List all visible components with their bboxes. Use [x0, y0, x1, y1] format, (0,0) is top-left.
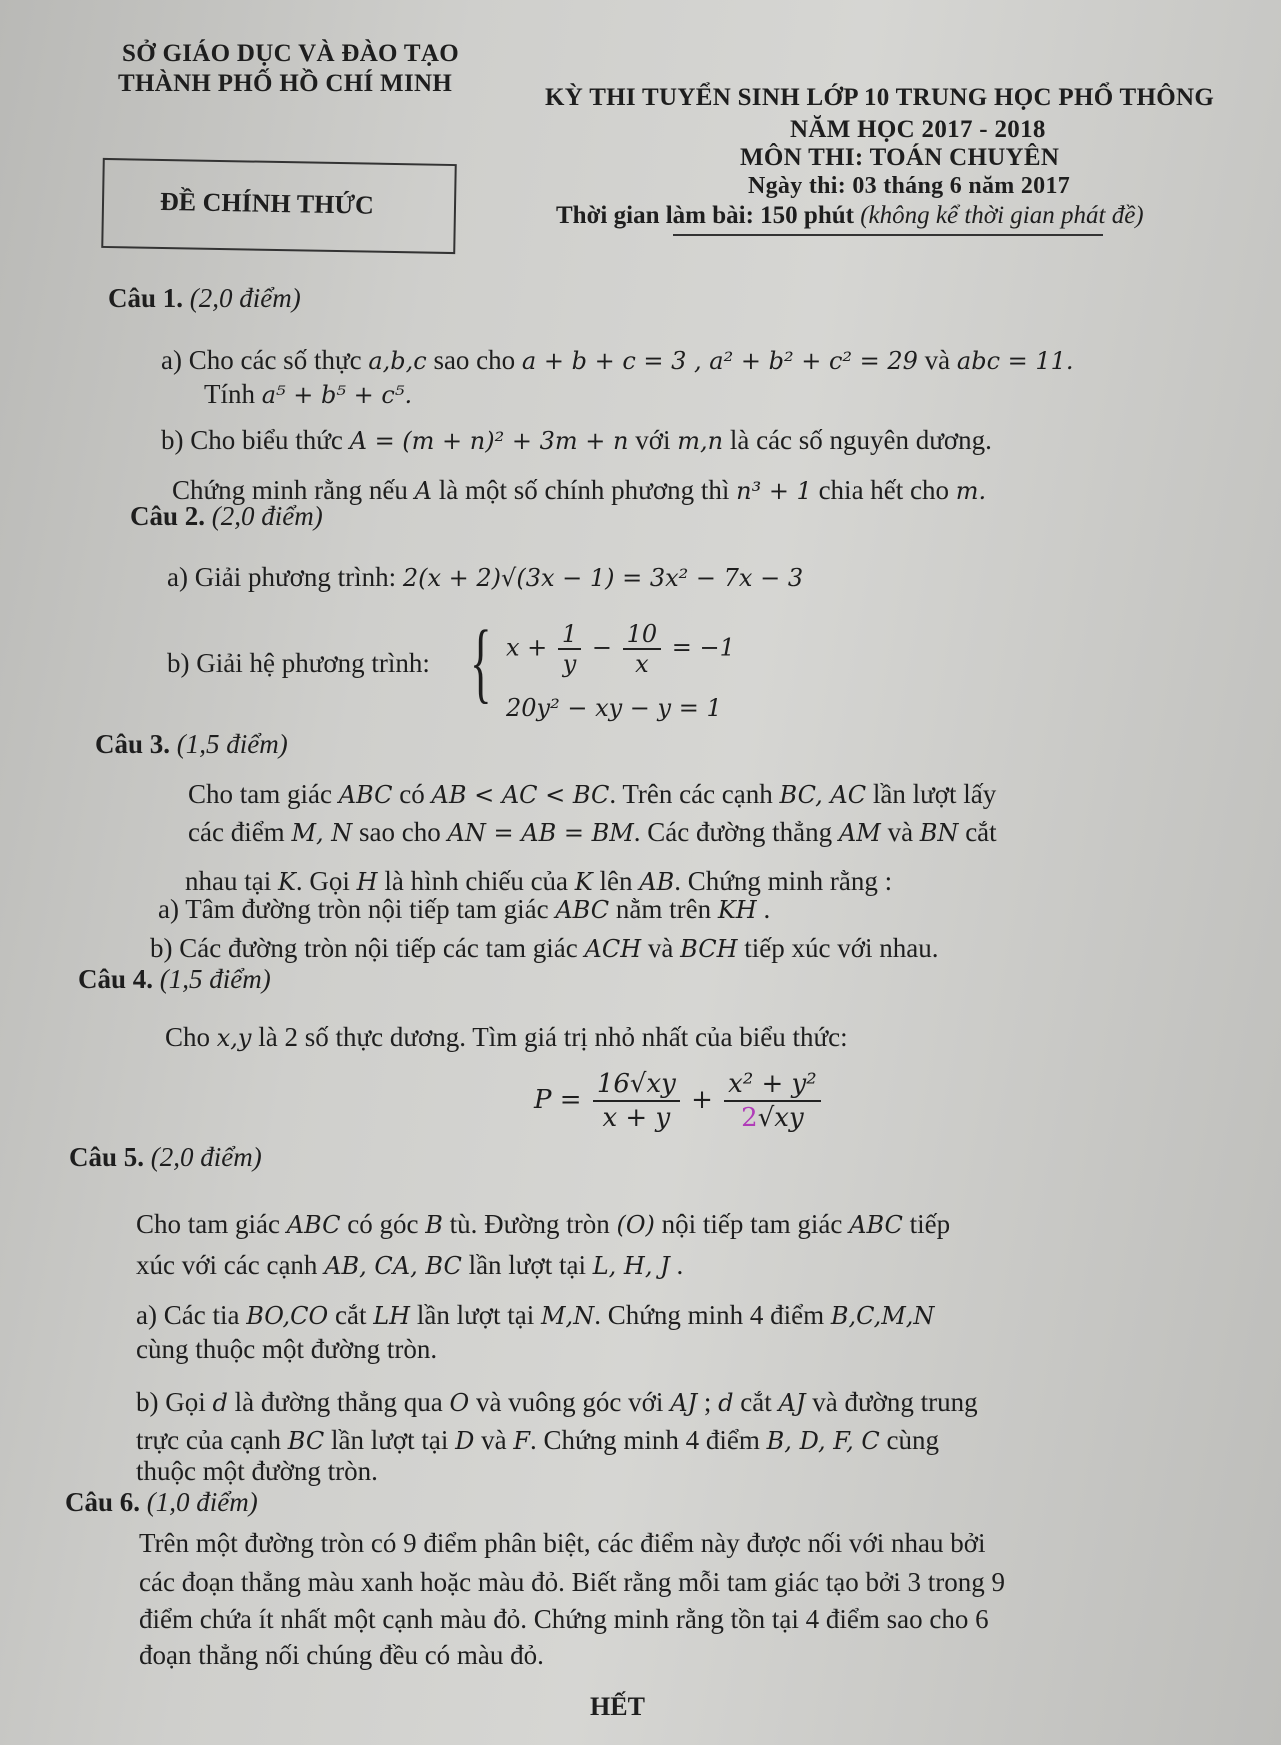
q2-title: Câu 2. [130, 501, 206, 531]
text-segment: đoạn thẳng nối chúng đều có màu đỏ. [139, 1640, 544, 1670]
handwritten-mark: 2 [741, 1103, 758, 1133]
text-segment: . Trên các cạnh [609, 779, 780, 809]
text-segment: a) Các tia [136, 1300, 247, 1330]
q3-line [188, 778, 996, 811]
eq1-rhs: = −1 [671, 633, 735, 662]
text-segment: cùng [879, 1425, 939, 1455]
text-segment: tiếp xúc với nhau. [737, 933, 939, 963]
text-segment: là hình chiếu của [377, 866, 575, 896]
q5-points: (2,0 điểm) [150, 1142, 262, 1172]
fraction [558, 620, 581, 678]
p-lhs: P = [534, 1085, 582, 1115]
fraction [623, 620, 662, 678]
text-segment: a) Cho các số thực [161, 345, 369, 375]
math-expression: K [277, 868, 296, 896]
q6-line [139, 1639, 544, 1671]
text-segment: b) Các đường tròn nội tiếp các tam giác [150, 933, 585, 963]
text-segment: lên [592, 866, 640, 896]
text-segment: và [880, 817, 920, 847]
text-segment: và [641, 933, 681, 963]
math-expression: d [212, 1389, 228, 1417]
official-exam-box [101, 158, 457, 254]
text-segment: nhau tại [185, 866, 278, 896]
math-expression: A = (m + n)² + 3m + n [349, 427, 629, 455]
q6-line [139, 1566, 1005, 1598]
q5-line [136, 1249, 683, 1282]
text-segment: Cho tam giác [136, 1209, 287, 1239]
text-segment: lần lượt tại [324, 1425, 456, 1455]
math-expression: a + b + c = 3 , a² + b² + c² = 29 [521, 347, 918, 375]
text-segment: a) Tâm đường tròn nội tiếp tam giác [158, 894, 556, 924]
system-brace: { [470, 613, 492, 712]
exam-date: Ngày thi: 03 tháng 6 năm 2017 [748, 173, 1071, 199]
q2-part-a [167, 561, 803, 594]
text-segment: chia hết cho [811, 475, 956, 505]
text-segment: Cho tam giác [188, 779, 339, 809]
q3-part-b [150, 932, 939, 965]
text-segment: là 2 số thực dương. Tìm giá trị nhỏ nhất của biểu thức: [251, 1022, 848, 1052]
math-expression: m,n [677, 427, 724, 455]
text-segment: là một số chính phương thì [431, 475, 737, 505]
math-expression: AJ [778, 1389, 806, 1417]
denominator: x [635, 650, 649, 678]
text-segment: ; [697, 1387, 719, 1417]
math-expression: H [356, 868, 378, 896]
q6-line [139, 1527, 985, 1559]
text-segment: lần lượt tại [410, 1300, 541, 1330]
q3-line [188, 816, 997, 849]
q5-heading [69, 1141, 262, 1173]
math-expression: x,y [216, 1024, 252, 1052]
text-segment: Chứng minh rằng nếu [172, 475, 415, 505]
text-segment: . [669, 1250, 684, 1280]
text-segment: a) Giải phương trình: [167, 562, 403, 592]
duration-note: (không kể thời gian phát đề) [860, 202, 1144, 229]
plus: + [691, 1085, 713, 1115]
text-segment: và đường trung [805, 1387, 978, 1417]
text-segment: và [474, 1425, 514, 1455]
q5-line [136, 1424, 939, 1457]
text-segment: sao cho [352, 817, 448, 847]
math-expression: (O) [616, 1211, 655, 1239]
text-segment: nội tiếp tam giác [654, 1209, 850, 1239]
text-segment: là đường thẳng qua [227, 1387, 450, 1417]
text-segment: sao cho [426, 345, 522, 375]
numerator: x² + y² [724, 1068, 821, 1102]
q1-points: (2,0 điểm) [189, 283, 301, 313]
math-expression: F [513, 1427, 531, 1455]
text-segment: là các số nguyên dương. [723, 425, 992, 455]
math-expression: M, N [291, 819, 353, 847]
numerator: 16√xy [593, 1068, 680, 1102]
q5-line [136, 1455, 378, 1487]
department-name: SỞ GIÁO DỤC VÀ ĐÀO TẠO [122, 40, 459, 67]
math-expression: K [574, 868, 593, 896]
exam-title: KỲ THI TUYỂN SINH LỚP 10 TRUNG HỌC PHỔ THÔNG [545, 84, 1215, 111]
q4-heading [78, 963, 271, 995]
q2-points: (2,0 điểm) [211, 501, 323, 531]
math-expression: KH [717, 896, 757, 924]
text-segment: b) Gọi [136, 1387, 213, 1417]
q1-part-a-cont [204, 378, 412, 411]
denominator [741, 1102, 803, 1134]
q6-heading [65, 1486, 258, 1518]
denominator: x + y [602, 1103, 671, 1133]
text-segment: các điểm [188, 817, 292, 847]
q6-line [139, 1603, 989, 1635]
system-eq-1 [506, 620, 735, 678]
text-segment: Trên một đường tròn có 9 điểm phân biệt, các điểm này được nối với nhau bởi [139, 1528, 986, 1558]
math-expression: LH [373, 1302, 411, 1330]
q4-line [165, 1021, 848, 1054]
text-segment: điểm chứa ít nhất một cạnh màu đỏ. Chứng minh rằng tồn tại 4 điểm sao cho 6 [139, 1604, 989, 1634]
math-expression: ACH [584, 935, 642, 963]
exam-duration [556, 200, 1144, 232]
q6-title: Câu 6. [65, 1487, 141, 1517]
text-segment: xúc với các cạnh [136, 1250, 325, 1280]
denominator: y [562, 650, 577, 678]
department-city: THÀNH PHỐ HỒ CHÍ MINH [118, 70, 453, 97]
math-expression: a⁵ + b⁵ + c⁵. [261, 381, 413, 409]
exam-subject: MÔN THI: TOÁN CHUYÊN [740, 144, 1060, 171]
q5-title: Câu 5. [69, 1142, 145, 1172]
text-segment: cùng thuộc một đường tròn. [136, 1334, 438, 1364]
q2-part-b-label: b) Giải hệ phương trình: [167, 648, 430, 678]
math-expression: B [425, 1211, 443, 1239]
text-segment: . [756, 894, 771, 924]
math-expression: AJ [670, 1389, 698, 1417]
math-expression: M,N [540, 1302, 595, 1330]
math-expression: m. [955, 477, 987, 505]
text-segment: . Các đường thẳng [633, 817, 839, 847]
text-segment: và vuông góc với [469, 1387, 671, 1417]
math-expression: AB, CA, BC [324, 1252, 462, 1280]
duration-text: Thời gian làm bài: 150 phút [556, 202, 854, 229]
math-expression: abc = 11. [956, 347, 1074, 375]
formula-p [534, 1068, 824, 1134]
q3-heading [95, 728, 288, 760]
q1-part-a [161, 344, 1074, 377]
q5-part-b [136, 1386, 978, 1419]
q5-line [136, 1208, 950, 1241]
text-segment: với [628, 425, 678, 455]
math-expression: BCH [680, 935, 738, 963]
text-segment: cắt [958, 817, 997, 847]
text-segment: trực của cạnh [136, 1425, 288, 1455]
text-segment: Tính [204, 379, 262, 409]
minus: − [591, 633, 612, 662]
text-segment: nằm trên [609, 894, 718, 924]
text-segment: Cho [165, 1022, 217, 1052]
text-segment: các đoạn thẳng màu xanh hoặc màu đỏ. Biết rằng mỗi tam giác tạo bởi 3 trong 9 [139, 1567, 1006, 1597]
text-segment: có góc [340, 1209, 426, 1239]
q3-points: (1,5 điểm) [176, 729, 288, 759]
math-expression: n³ + 1 [736, 477, 812, 505]
math-expression: B, D, F, C [766, 1427, 880, 1455]
fraction [593, 1068, 680, 1134]
math-expression: BC [287, 1427, 325, 1455]
math-expression: B,C,M,N [830, 1302, 935, 1330]
school-year: NĂM HỌC 2017 - 2018 [790, 116, 1046, 143]
end-marker: HẾT [590, 1692, 645, 1721]
math-expression: 2(x + 2)√(3x − 1) = 3x² − 7x − 3 [402, 564, 804, 592]
q3-part-a [158, 893, 770, 926]
math-expression: AB < AC < BC [431, 781, 610, 809]
q1-title: Câu 1. [108, 283, 184, 313]
text-segment: cắt [733, 1387, 779, 1417]
math-expression: L, H, J [592, 1252, 670, 1280]
text-segment: . Chứng minh 4 điểm [594, 1300, 831, 1330]
header-underline [673, 234, 1103, 236]
q5-line [136, 1333, 437, 1365]
q5-part-a [136, 1299, 934, 1332]
math-expression: BO,CO [246, 1302, 329, 1330]
text-segment: . Chứng minh 4 điểm [530, 1425, 767, 1455]
math-expression: O [449, 1389, 470, 1417]
math-expression: ABC [338, 781, 393, 809]
text-segment: tiếp [902, 1209, 951, 1239]
denominator-text: √xy [757, 1103, 804, 1133]
official-label: ĐỀ CHÍNH THỨC [159, 186, 375, 220]
fraction [724, 1068, 821, 1134]
text-segment: tù. Đường tròn [442, 1209, 617, 1239]
math-expression: BN [919, 819, 959, 847]
math-expression: BC, AC [779, 781, 867, 809]
math-expression: d [718, 1389, 734, 1417]
text-segment: . Chứng minh rằng : [674, 866, 893, 896]
text-segment: b) Cho biểu thức [161, 425, 350, 455]
q6-points: (1,0 điểm) [146, 1487, 258, 1517]
q3-title: Câu 3. [95, 729, 171, 759]
numerator: 1 [558, 620, 581, 650]
q1-part-b [161, 424, 992, 457]
math-expression: AB [639, 868, 675, 896]
math-expression: AN = AB = BM [447, 819, 634, 847]
math-expression: ABC [286, 1211, 341, 1239]
text-segment: cắt [328, 1300, 374, 1330]
numerator: 10 [623, 620, 662, 650]
text-segment: . Gọi [295, 866, 357, 896]
math-expression: a,b,c [368, 347, 427, 375]
q1-heading [108, 282, 301, 314]
math-expression: A [414, 477, 432, 505]
text-segment: lần lượt lấy [866, 779, 997, 809]
math-expression: ABC [849, 1211, 903, 1239]
text-segment: lần lượt tại [461, 1250, 593, 1280]
text-segment: có [392, 779, 432, 809]
q4-title: Câu 4. [78, 964, 154, 994]
q2-heading [130, 500, 323, 532]
math-expression: ABC [555, 896, 610, 924]
q4-points: (1,5 điểm) [159, 964, 271, 994]
math-expression: D [455, 1427, 475, 1455]
text-segment: và [917, 345, 957, 375]
system-eq-2: 20y² − xy − y = 1 [506, 694, 722, 722]
text-segment: thuộc một đường tròn. [136, 1456, 378, 1486]
math-expression: AM [838, 819, 881, 847]
eq1-term: x + [506, 633, 548, 662]
